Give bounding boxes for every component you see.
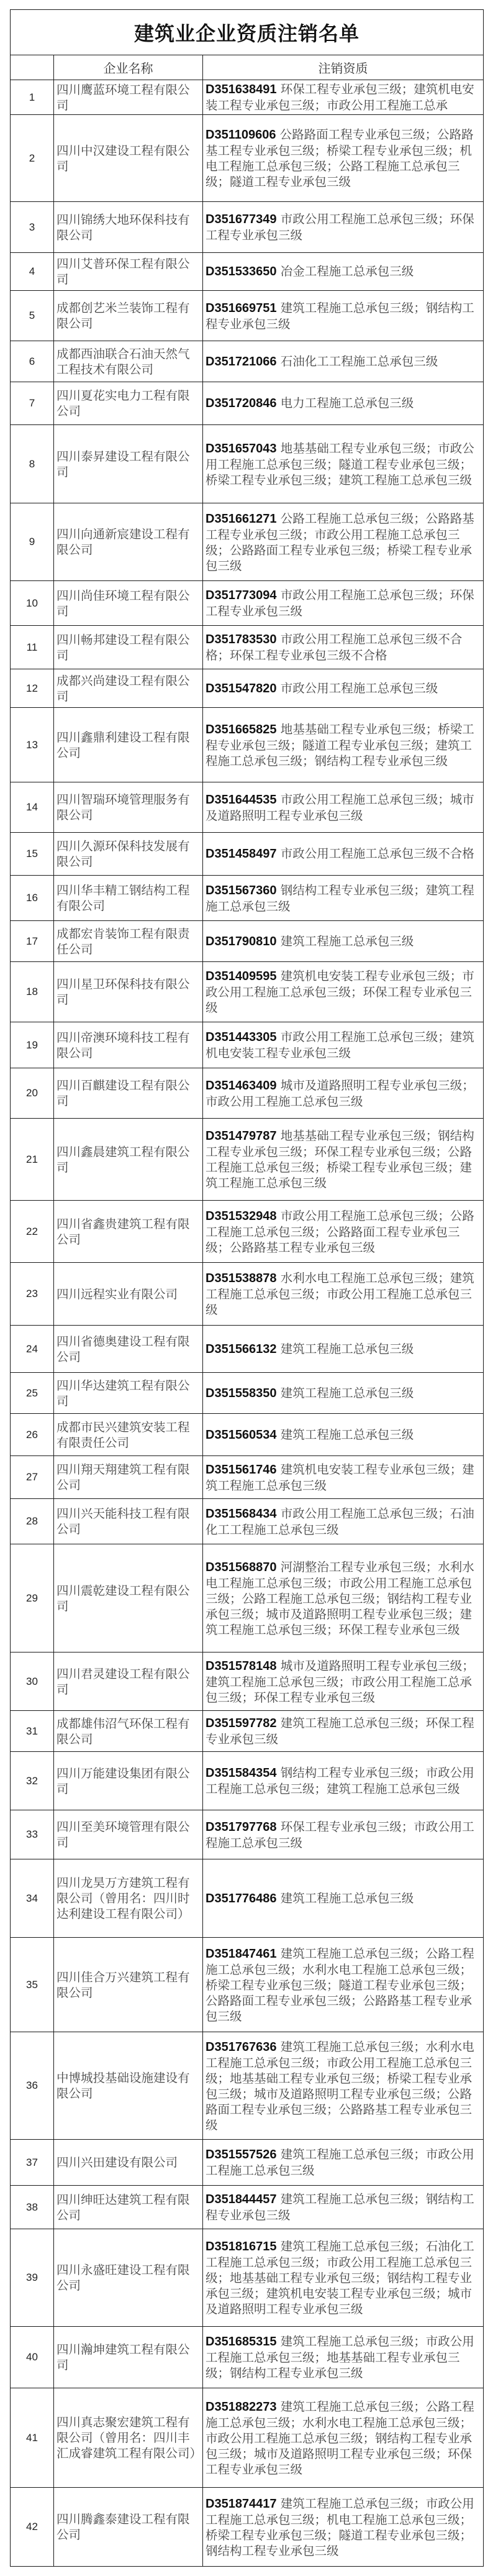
row-number: 9 xyxy=(11,503,54,581)
table-row xyxy=(11,115,484,202)
row-number: 12 xyxy=(11,669,54,708)
qualification-text: 建筑工程施工总承包三级；钢结构工程专业承包三级 xyxy=(206,300,474,331)
qualification-text: 水利水电工程施工总承包三级；建筑工程施工总承包三级；市政公用工程施工总承包三级 xyxy=(206,1271,474,1317)
row-number: 41 xyxy=(11,2388,54,2488)
company-name: 四川畅邦建设工程有限公司 xyxy=(54,626,203,669)
qualification-text: 建筑工程施工总承包三级；市政公用工程施工总承包三级 xyxy=(206,2147,474,2178)
qualification-text: 河湖整治工程专业承包三级；水利水电工程施工总承包三级；市政公用工程施工总承包三级；公路工程施工总承包三级；钢结构工程专业承包三级；城市及道路照明工程专业承包三级；建筑工程施工总承包三级；环保工程专业承包三级 xyxy=(206,1559,474,1637)
row-number: 5 xyxy=(11,291,54,341)
qualification-text: 市政公用工程施工总承包三级；城市及道路照明工程专业承包三级 xyxy=(206,792,474,823)
row-number: 11 xyxy=(11,626,54,669)
certificate-code: D351458497 xyxy=(206,847,277,861)
table-row xyxy=(11,382,484,425)
certificate-code: D351661271 xyxy=(206,511,277,526)
qualification-cell xyxy=(203,1326,484,1373)
certificate-code: D351547820 xyxy=(206,681,277,695)
qualification-text: 市政公用工程施工总承包三级；公路工程施工总承包三级；公路路面工程专业承包三级；公路路基工程专业承包三级 xyxy=(206,1208,474,1255)
table-row xyxy=(11,2186,484,2229)
table-row xyxy=(11,1456,484,1499)
qualification-text: 建筑工程施工总承包三级；市政公用工程施工总承包三级；机电工程施工总承包三级；桥梁工程专业承包三级；隧道工程专业承包三级；钢结构工程专业承包三级 xyxy=(206,2496,474,2558)
qualification-cell xyxy=(203,202,484,253)
company-name: 四川艾普环保工程有限公司 xyxy=(54,253,203,291)
table-row xyxy=(11,1119,484,1201)
table-row xyxy=(11,341,484,382)
row-number: 39 xyxy=(11,2229,54,2327)
header-company: 企业名称 xyxy=(54,55,203,80)
qualification-text: 市政公用工程施工总承包三级；环保工程专业承包三级 xyxy=(206,212,474,242)
certificate-code: D351776486 xyxy=(206,1891,277,1905)
company-name: 四川远程实业有限公司 xyxy=(54,1263,203,1326)
row-number: 31 xyxy=(11,1711,54,1752)
qualification-text: 建筑工程施工总承包三级；市政公用工程施工总承包三级；地基基础工程专业承包三级；钢结构工程专业承包三级 xyxy=(206,2334,474,2380)
qualification-text: 建筑工程施工总承包三级；钢结构工程专业承包三级 xyxy=(206,2192,474,2222)
table-row xyxy=(11,202,484,253)
qualification-cell xyxy=(203,1022,484,1068)
certificate-code: D351566132 xyxy=(206,1342,277,1356)
certificate-code: D351669751 xyxy=(206,301,277,315)
row-number: 26 xyxy=(11,1414,54,1456)
row-number: 28 xyxy=(11,1499,54,1544)
certificate-code: D351560534 xyxy=(206,1428,277,1442)
certificate-code: D351773094 xyxy=(206,589,277,602)
qualification-text: 建筑工程施工总承包三级；公路工程施工总承包三级；水利水电工程施工总承包三级；桥梁工程专业承包三级；隧道工程专业承包三级；公路路面工程专业承包三级；公路路基工程专业承包三级 xyxy=(206,1946,474,2024)
qualification-cell xyxy=(203,1711,484,1752)
table-row xyxy=(11,1326,484,1373)
certificate-code: D351644535 xyxy=(206,792,277,807)
qualification-cell xyxy=(203,2488,484,2567)
qualification-text: 城市及道路照明工程专业承包三级；市政公用工程施工总承包三级 xyxy=(206,1078,474,1109)
company-name: 四川夏花实电力工程有限公司 xyxy=(54,382,203,425)
qualification-cell xyxy=(203,1068,484,1119)
table-row xyxy=(11,1373,484,1414)
row-number: 33 xyxy=(11,1810,54,1859)
page-title: 建筑业企业资质注销名单 xyxy=(11,10,484,55)
table-row xyxy=(11,2388,484,2488)
table-row xyxy=(11,80,484,115)
row-number: 22 xyxy=(11,1201,54,1263)
qualification-text: 建筑工程施工总承包三级 xyxy=(280,1891,414,1905)
row-number: 36 xyxy=(11,2032,54,2140)
company-name: 中博城投基础设施建设有限公司 xyxy=(54,2032,203,2140)
qualification-text: 环保工程专业承包三级；市政公用工程施工总承包三级 xyxy=(206,1819,474,1850)
company-name: 四川腾鑫泰建设工程有限公司 xyxy=(54,2488,203,2567)
row-number: 23 xyxy=(11,1263,54,1326)
qualification-cell xyxy=(203,1938,484,2032)
qualification-text: 钢结构工程专业承包三级；市政公用工程施工总承包三级；建筑工程施工总承包三级 xyxy=(206,1766,474,1796)
table-row xyxy=(11,503,484,581)
company-name: 成都兴尚建设工程有限公司 xyxy=(54,669,203,708)
company-name: 成都西油联合石油天然气工程技术有限公司 xyxy=(54,341,203,382)
qualification-cell xyxy=(203,782,484,833)
row-number: 14 xyxy=(11,782,54,833)
table-row xyxy=(11,626,484,669)
qualification-cell xyxy=(203,1499,484,1544)
certificate-code: D351874417 xyxy=(206,2496,277,2511)
company-name: 四川星卫环保科技有限公司 xyxy=(54,962,203,1022)
qualification-cell xyxy=(203,1414,484,1456)
company-name: 四川尚佳环境工程有限公司 xyxy=(54,581,203,626)
table-row xyxy=(11,1752,484,1810)
qualification-text: 建筑机电安装工程专业承包三级；市政公用工程施工总承包三级；环保工程专业承包三级 xyxy=(206,969,474,1015)
qualification-text: 市政公用工程施工总承包三级不合格；环保工程专业承包三级不合格 xyxy=(206,632,463,662)
table-row xyxy=(11,2229,484,2327)
table-row xyxy=(11,1263,484,1326)
company-name: 四川鑫鼎利建设工程有限公司 xyxy=(54,708,203,782)
qualification-cell xyxy=(203,1373,484,1414)
company-name: 四川百麒建设工程有限公司 xyxy=(54,1068,203,1119)
qualification-cell xyxy=(203,708,484,782)
company-name: 四川万能建设集团有限公司 xyxy=(54,1752,203,1810)
certificate-code: D351882273 xyxy=(206,2400,277,2414)
row-number: 2 xyxy=(11,115,54,202)
certificate-code: D351847461 xyxy=(206,1946,277,1961)
qualification-text: 建筑机电安装工程专业承包三级；建筑工程施工总承包三级 xyxy=(206,1462,474,1493)
row-number: 15 xyxy=(11,833,54,876)
company-name: 四川瀚坤建筑工程有限公司 xyxy=(54,2327,203,2388)
qualification-cell xyxy=(203,382,484,425)
row-number: 16 xyxy=(11,876,54,921)
qualification-cell xyxy=(203,2140,484,2186)
table-row xyxy=(11,1414,484,1456)
header-index xyxy=(11,55,54,80)
header-qualification: 注销资质 xyxy=(203,55,484,80)
table-row xyxy=(11,1652,484,1711)
certificate-code: D351463409 xyxy=(206,1078,277,1093)
company-name: 四川帝澳环境科技工程有限公司 xyxy=(54,1022,203,1068)
certificate-code: D351844457 xyxy=(206,2193,277,2206)
table-row xyxy=(11,876,484,921)
table-row xyxy=(11,1544,484,1652)
company-name: 四川佳合万兴建筑工程有限公司 xyxy=(54,1938,203,2032)
row-number: 1 xyxy=(11,80,54,115)
qualification-text: 市政公用工程施工总承包三级；建筑机电安装工程专业承包三级 xyxy=(206,1030,474,1060)
header-row xyxy=(11,55,484,80)
company-name: 四川华丰精工钢结构工程有限公司 xyxy=(54,876,203,921)
row-number: 29 xyxy=(11,1544,54,1652)
qualification-text: 公路工程施工总承包三级；公路路基工程专业承包三级；市政公用工程施工总承包三级；公路路面工程专业承包三级；桥梁工程专业承包三级 xyxy=(206,511,474,573)
company-name: 四川中汉建设工程有限公司 xyxy=(54,115,203,202)
certificate-code: D351532948 xyxy=(206,1209,277,1223)
table-row xyxy=(11,253,484,291)
certificate-code: D351677349 xyxy=(206,213,277,226)
certificate-code: D351657043 xyxy=(206,441,277,456)
qualification-cell xyxy=(203,2388,484,2488)
row-number: 7 xyxy=(11,382,54,425)
qualification-cell xyxy=(203,669,484,708)
row-number: 17 xyxy=(11,921,54,962)
table-row xyxy=(11,1499,484,1544)
qualification-text: 电力工程施工总承包三级 xyxy=(280,396,414,410)
certificate-code: D351557526 xyxy=(206,2148,277,2161)
table-row xyxy=(11,782,484,833)
row-number: 25 xyxy=(11,1373,54,1414)
row-number: 21 xyxy=(11,1119,54,1201)
qualification-text: 市政公用工程施工总承包三级；环保工程专业承包三级 xyxy=(206,588,474,618)
table-row xyxy=(11,669,484,708)
certificate-code: D351479787 xyxy=(206,1129,277,1143)
company-name: 四川永盛旺建设工程有限公司 xyxy=(54,2229,203,2327)
qualification-cell xyxy=(203,291,484,341)
row-number: 13 xyxy=(11,708,54,782)
qualification-text: 市政公用工程施工总承包三级；石油化工工程施工总承包三级 xyxy=(206,1506,474,1537)
table-row xyxy=(11,2032,484,2140)
qualification-text: 地基基础工程专业承包三级；桥梁工程专业承包三级；隧道工程专业承包三级；建筑工程施工总承包三级；钢结构工程专业承包三级 xyxy=(206,722,474,768)
qualification-text: 地基基础工程专业承包三级；钢结构工程专业承包三级；环保工程专业承包三级；公路工程施工总承包三级；桥梁工程专业承包三级；建筑工程施工总承包三级 xyxy=(206,1129,474,1190)
table-row xyxy=(11,2327,484,2388)
company-name: 四川智瑞环境管理服务有限公司 xyxy=(54,782,203,833)
row-number: 6 xyxy=(11,341,54,382)
qualification-cell xyxy=(203,1752,484,1810)
table-row xyxy=(11,1068,484,1119)
table-row xyxy=(11,921,484,962)
qualification-cell xyxy=(203,253,484,291)
company-name: 四川华达建筑工程有限公司 xyxy=(54,1373,203,1414)
qualification-cell xyxy=(203,2186,484,2229)
row-number: 24 xyxy=(11,1326,54,1373)
qualification-text: 建筑工程施工总承包三级；水利水电工程施工总承包三级；市政公用工程施工总承包三级；地基基础工程专业承包三级；桥梁工程专业承包三级；城市及道路照明工程专业承包三级；公路路面工程专业承包三级；公路路基工程专业承包三级 xyxy=(206,2039,474,2132)
qualification-text: 冶金工程施工总承包三级 xyxy=(280,264,414,278)
qualification-text: 建筑工程施工总承包三级 xyxy=(280,1385,414,1400)
certificate-code: D351816715 xyxy=(206,2240,277,2253)
qualification-cell xyxy=(203,341,484,382)
company-name: 四川震乾建设工程有限公司 xyxy=(54,1544,203,1652)
certificate-code: D351685315 xyxy=(206,2335,277,2349)
company-name: 四川兴天能科技工程有限公司 xyxy=(54,1499,203,1544)
company-name: 四川向通新宸建设工程有限公司 xyxy=(54,503,203,581)
qualification-text: 环保工程专业承包三级；建筑机电安装工程专业承包三级；市政公用工程施工总承 xyxy=(206,82,474,112)
table-row xyxy=(11,291,484,341)
certificate-code: D351109606 xyxy=(206,128,276,142)
row-number: 42 xyxy=(11,2488,54,2567)
certificate-code: D351783530 xyxy=(206,633,277,646)
certificate-code: D351533650 xyxy=(206,265,277,278)
company-name: 四川真志聚宏建筑工程有限公司（曾用名：四川丰汇成睿建筑工程有限公司） xyxy=(54,2388,203,2488)
row-number: 8 xyxy=(11,425,54,503)
certificate-code: D351720846 xyxy=(206,396,277,410)
qualification-cell xyxy=(203,833,484,876)
row-number: 19 xyxy=(11,1022,54,1068)
row-number: 38 xyxy=(11,2186,54,2229)
table-row xyxy=(11,2488,484,2567)
qualification-text: 市政公用工程施工总承包三级 xyxy=(280,681,438,695)
qualification-cell xyxy=(203,626,484,669)
table-row xyxy=(11,1938,484,2032)
company-name: 四川省德奥建设工程有限公司 xyxy=(54,1326,203,1373)
table-row xyxy=(11,1859,484,1938)
table-row xyxy=(11,833,484,876)
table-row xyxy=(11,1810,484,1859)
company-name: 四川至美环境管理有限公司 xyxy=(54,1810,203,1859)
table-row xyxy=(11,1022,484,1068)
qualification-cell xyxy=(203,921,484,962)
row-number: 34 xyxy=(11,1859,54,1938)
certificate-code: D351578148 xyxy=(206,1659,277,1673)
row-number: 20 xyxy=(11,1068,54,1119)
qualification-cell xyxy=(203,503,484,581)
row-number: 32 xyxy=(11,1752,54,1810)
row-number: 3 xyxy=(11,202,54,253)
row-number: 27 xyxy=(11,1456,54,1499)
qualification-text: 公路路面工程专业承包三级；公路路基工程专业承包三级；桥梁工程专业承包三级；机电工程施工总承包三级；公路工程施工总承包三级；隧道工程专业承包三级 xyxy=(206,127,474,189)
qualification-text: 地基基础工程专业承包三级；市政公用工程施工总承包三级；隧道工程专业承包三级；桥梁工程专业承包三级；建筑工程施工总承包三级 xyxy=(206,441,474,487)
table-row xyxy=(11,962,484,1022)
qualification-text: 建筑工程施工总承包三级；环保工程专业承包三级 xyxy=(206,1716,474,1746)
qualification-cell xyxy=(203,115,484,202)
company-name: 四川鹰蓝环境工程有限公司 xyxy=(54,80,203,115)
company-name: 成都创艺米兰装饰工程有限公司 xyxy=(54,291,203,341)
company-name: 四川龙昊万方建筑工程有限公司（曾用名：四川时达利建设工程有限公司） xyxy=(54,1859,203,1938)
certificate-code: D351790810 xyxy=(206,934,277,948)
company-name: 四川泰昇建设工程有限公司 xyxy=(54,425,203,503)
qualification-cell xyxy=(203,2229,484,2327)
table-row xyxy=(11,581,484,626)
company-name: 成都雄伟沼气环保工程有限公司 xyxy=(54,1711,203,1752)
qualification-text: 市政公用工程施工总承包三级不合格 xyxy=(280,846,474,861)
qualification-cell xyxy=(203,581,484,626)
company-name: 四川绅旺达建筑工程有限公司 xyxy=(54,2186,203,2229)
table-row xyxy=(11,1711,484,1752)
qualification-cell xyxy=(203,2032,484,2140)
row-number: 4 xyxy=(11,253,54,291)
qualification-cell xyxy=(203,1544,484,1652)
company-name: 四川久源环保科技发展有限公司 xyxy=(54,833,203,876)
qualification-text: 建筑工程施工总承包三级 xyxy=(280,1341,414,1356)
qualification-cell xyxy=(203,1119,484,1201)
row-number: 37 xyxy=(11,2140,54,2186)
qualification-cell xyxy=(203,1456,484,1499)
certificate-code: D351597782 xyxy=(206,1717,277,1730)
certificate-code: D351568434 xyxy=(206,1506,277,1521)
certificate-code: D351567360 xyxy=(206,883,277,897)
company-name: 四川君灵建设工程有限公司 xyxy=(54,1652,203,1711)
qualification-text: 石油化工工程施工总承包三级 xyxy=(280,354,438,369)
certificate-code: D351638491 xyxy=(206,83,277,96)
qualification-cell xyxy=(203,80,484,115)
qualification-cell xyxy=(203,2327,484,2388)
certificate-code: D351767636 xyxy=(206,2040,277,2054)
company-name: 成都宏肯装饰工程有限责任公司 xyxy=(54,921,203,962)
row-number: 40 xyxy=(11,2327,54,2388)
certificate-code: D351409595 xyxy=(206,969,277,983)
row-number: 35 xyxy=(11,1938,54,2032)
company-name: 四川翔天翔建筑工程有限公司 xyxy=(54,1456,203,1499)
qualification-text: 建筑工程施工总承包三级；公路工程施工总承包三级；水利水电工程施工总承包三级；市政公用工程施工总承包三级；钢结构工程专业承包三级；城市及道路照明工程专业承包三级；环保工程专业承包三级 xyxy=(206,2399,474,2477)
certificate-code: D351797768 xyxy=(206,1820,277,1834)
qualification-cell xyxy=(203,1810,484,1859)
certificate-code: D351558350 xyxy=(206,1386,277,1400)
qualification-text: 建筑工程施工总承包三级 xyxy=(280,933,414,948)
qualification-cell xyxy=(203,1263,484,1326)
company-name: 四川鑫晨建筑工程有限公司 xyxy=(54,1119,203,1201)
title-row xyxy=(11,10,484,55)
company-name: 四川兴田建设有限公司 xyxy=(54,2140,203,2186)
table-row xyxy=(11,1201,484,1263)
qualification-cell xyxy=(203,876,484,921)
company-name: 成都市民兴建筑安装工程有限责任公司 xyxy=(54,1414,203,1456)
certificate-code: D351568870 xyxy=(206,1560,277,1574)
table-row xyxy=(11,708,484,782)
company-name: 四川锦绣大地环保科技有限公司 xyxy=(54,202,203,253)
qualification-text: 城市及道路照明工程专业承包三级；建筑工程施工总承包三级；市政公用工程施工总承包三级；环保工程专业承包三级 xyxy=(206,1658,474,1705)
qualification-text: 钢结构工程专业承包三级；建筑工程施工总承包三级 xyxy=(206,882,474,914)
row-number: 18 xyxy=(11,962,54,1022)
certificate-code: D351443305 xyxy=(206,1030,277,1044)
qualification-cell xyxy=(203,1652,484,1711)
company-name: 四川省鑫贵建筑工程有限公司 xyxy=(54,1201,203,1263)
deregistration-table xyxy=(10,9,484,2567)
table-row xyxy=(11,2140,484,2186)
certificate-code: D351721066 xyxy=(206,354,277,369)
row-number: 30 xyxy=(11,1652,54,1711)
row-number: 10 xyxy=(11,581,54,626)
qualification-cell xyxy=(203,962,484,1022)
qualification-cell xyxy=(203,1201,484,1263)
qualification-cell xyxy=(203,425,484,503)
qualification-text: 建筑工程施工总承包三级 xyxy=(280,1427,414,1442)
qualification-cell xyxy=(203,1859,484,1938)
certificate-code: D351561746 xyxy=(206,1462,277,1477)
table-row xyxy=(11,425,484,503)
certificate-code: D351665825 xyxy=(206,722,277,736)
certificate-code: D351584354 xyxy=(206,1766,277,1780)
qualification-text: 建筑工程施工总承包三级；石油化工工程施工总承包三级；市政公用工程施工总承包三级；地基基础工程专业承包三级；钢结构工程专业承包三级；建筑机电安装工程专业承包三级；城市及道路照明工程专业承包三级 xyxy=(206,2239,474,2316)
certificate-code: D351538878 xyxy=(206,1272,277,1285)
